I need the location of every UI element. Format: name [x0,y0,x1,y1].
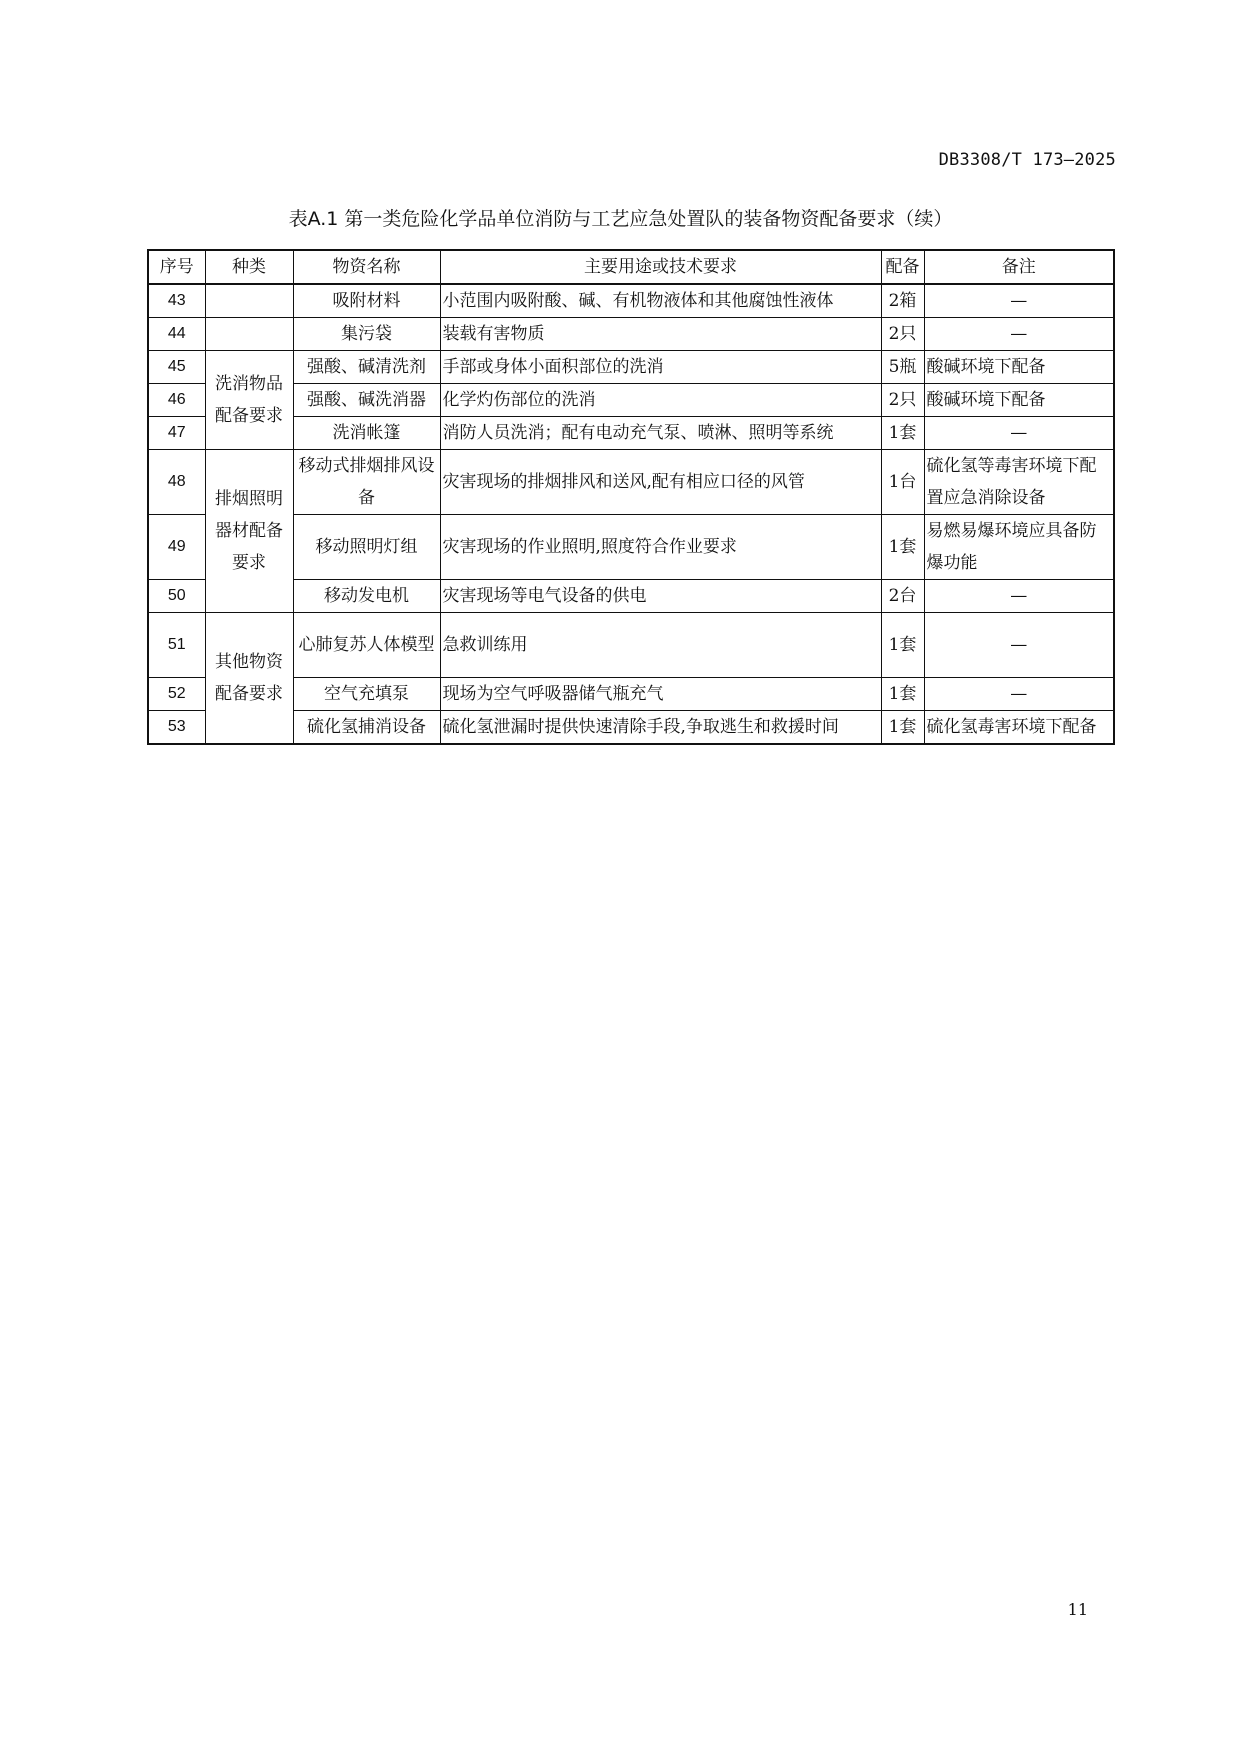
table-header-row [148,250,1114,284]
row-number: 50 [148,580,205,613]
item-quantity: 5瓶 [881,351,924,384]
row-number: 53 [148,711,205,745]
item-use: 装载有害物质 [440,318,881,351]
item-name: 洗消帐篷 [293,417,440,450]
item-use: 灾害现场等电气设备的供电 [440,580,881,613]
item-use: 小范围内吸附酸、碱、有机物液体和其他腐蚀性液体 [440,284,881,318]
item-use: 现场为空气呼吸器储气瓶充气 [440,678,881,711]
item-quantity: 1台 [881,450,924,515]
table-row [148,351,1114,384]
column-header-no: 序号 [148,250,205,284]
item-use: 灾害现场的排烟排风和送风,配有相应口径的风管 [440,450,881,515]
item-name: 吸附材料 [293,284,440,318]
table-row [148,284,1114,318]
row-number: 46 [148,384,205,417]
item-note: — [924,284,1114,318]
item-quantity: 2只 [881,384,924,417]
equipment-table [147,249,1115,745]
table-row [148,417,1114,450]
column-header-name: 物资名称 [293,250,440,284]
item-name: 移动式排烟排风设备 [293,450,440,515]
table-row [148,613,1114,678]
item-name: 强酸、碱清洗剂 [293,351,440,384]
item-note: — [924,417,1114,450]
item-note: 易燃易爆环境应具备防爆功能 [924,515,1114,580]
item-use: 急救训练用 [440,613,881,678]
item-name: 强酸、碱洗消器 [293,384,440,417]
document-code: DB3308/T 173—2025 [938,150,1116,170]
column-header-category: 种类 [205,250,293,284]
item-note: — [924,318,1114,351]
item-name: 集污袋 [293,318,440,351]
table-row [148,318,1114,351]
category-cell-empty [205,318,293,351]
item-note: 酸碱环境下配备 [924,351,1114,384]
item-use: 化学灼伤部位的洗消 [440,384,881,417]
item-note: — [924,678,1114,711]
item-note: — [924,580,1114,613]
item-quantity: 1套 [881,515,924,580]
item-quantity: 1套 [881,613,924,678]
table-row [148,515,1114,580]
column-header-use: 主要用途或技术要求 [440,250,881,284]
row-number: 49 [148,515,205,580]
item-note: 硫化氢等毒害环境下配置应急消除设备 [924,450,1114,515]
item-name: 移动发电机 [293,580,440,613]
item-name: 心肺复苏人体模型 [293,613,440,678]
table-row [148,711,1114,745]
item-name: 空气充填泵 [293,678,440,711]
row-number: 51 [148,613,205,678]
row-number: 52 [148,678,205,711]
item-use: 硫化氢泄漏时提供快速清除手段,争取逃生和救援时间 [440,711,881,745]
column-header-quantity: 配备 [881,250,924,284]
item-name: 硫化氢捕消设备 [293,711,440,745]
table-title: 表A.1 第一类危险化学品单位消防与工艺应急处置队的装备物资配备要求（续） [288,208,953,230]
column-header-note: 备注 [924,250,1114,284]
item-name: 移动照明灯组 [293,515,440,580]
item-note: 酸碱环境下配备 [924,384,1114,417]
row-number: 43 [148,284,205,318]
category-other: 其他物资配备要求 [205,613,293,745]
item-quantity: 2箱 [881,284,924,318]
item-use: 灾害现场的作业照明,照度符合作业要求 [440,515,881,580]
row-number: 48 [148,450,205,515]
item-note: — [924,613,1114,678]
table-row [148,678,1114,711]
equipment-table-container [147,249,1113,745]
row-number: 44 [148,318,205,351]
page-number: 11 [1067,1600,1088,1619]
item-quantity: 1套 [881,711,924,745]
row-number: 47 [148,417,205,450]
item-use: 手部或身体小面积部位的洗消 [440,351,881,384]
item-quantity: 1套 [881,678,924,711]
item-quantity: 2台 [881,580,924,613]
row-number: 45 [148,351,205,384]
category-cell-empty [205,284,293,318]
item-quantity: 1套 [881,417,924,450]
table-row [148,384,1114,417]
item-note: 硫化氢毒害环境下配备 [924,711,1114,745]
table-row [148,450,1114,515]
category-wash: 洗消物品配备要求 [205,351,293,450]
category-smoke-lighting: 排烟照明器材配备要求 [205,450,293,613]
table-row [148,580,1114,613]
item-use: 消防人员洗消；配有电动充气泵、喷淋、照明等系统 [440,417,881,450]
item-quantity: 2只 [881,318,924,351]
